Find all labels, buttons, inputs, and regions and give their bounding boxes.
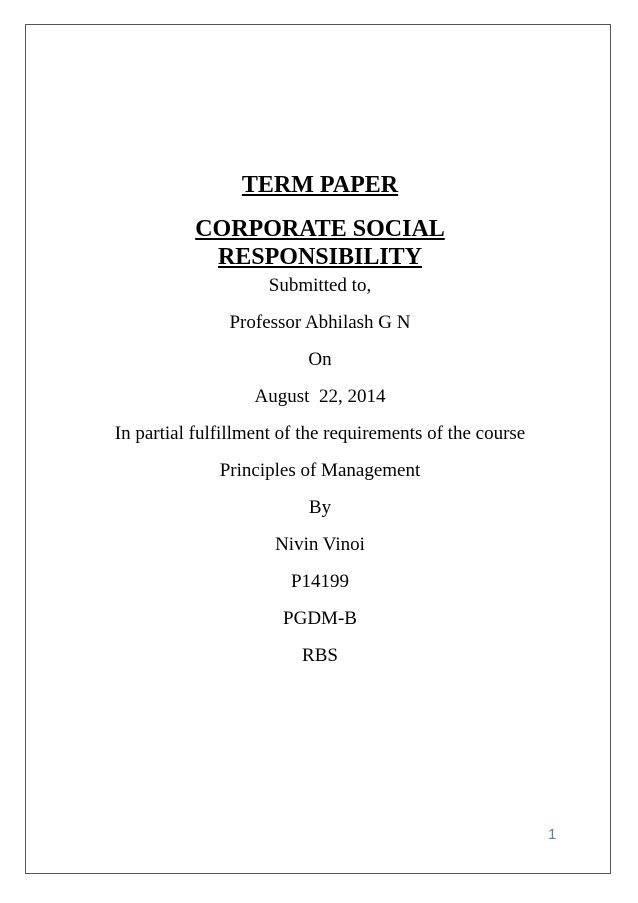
roll-number: P14199 bbox=[290, 571, 350, 592]
author-name: Nivin Vinoi bbox=[275, 534, 365, 555]
on-label: On bbox=[308, 349, 332, 370]
submission-date: August 22, 2014 bbox=[254, 386, 386, 407]
course-name: Principles of Management bbox=[219, 460, 421, 481]
cover-page bbox=[60, 171, 580, 681]
document-title: TERM PAPER bbox=[241, 172, 399, 198]
subject-title-line1: CORPORATE SOCIAL bbox=[195, 216, 445, 242]
program-name: PGDM-B bbox=[283, 608, 357, 629]
professor-name: Professor Abhilash G N bbox=[229, 312, 411, 333]
by-label: By bbox=[308, 497, 332, 518]
page-number: 1 bbox=[548, 826, 557, 843]
institution-name: RBS bbox=[302, 645, 338, 666]
submitted-to-label: Submitted to, bbox=[268, 275, 372, 296]
subject-title bbox=[60, 215, 580, 271]
fulfillment-statement: In partial fulfillment of the requirements of the course bbox=[114, 423, 526, 444]
subject-title-line2: RESPONSIBILITY bbox=[217, 244, 423, 270]
